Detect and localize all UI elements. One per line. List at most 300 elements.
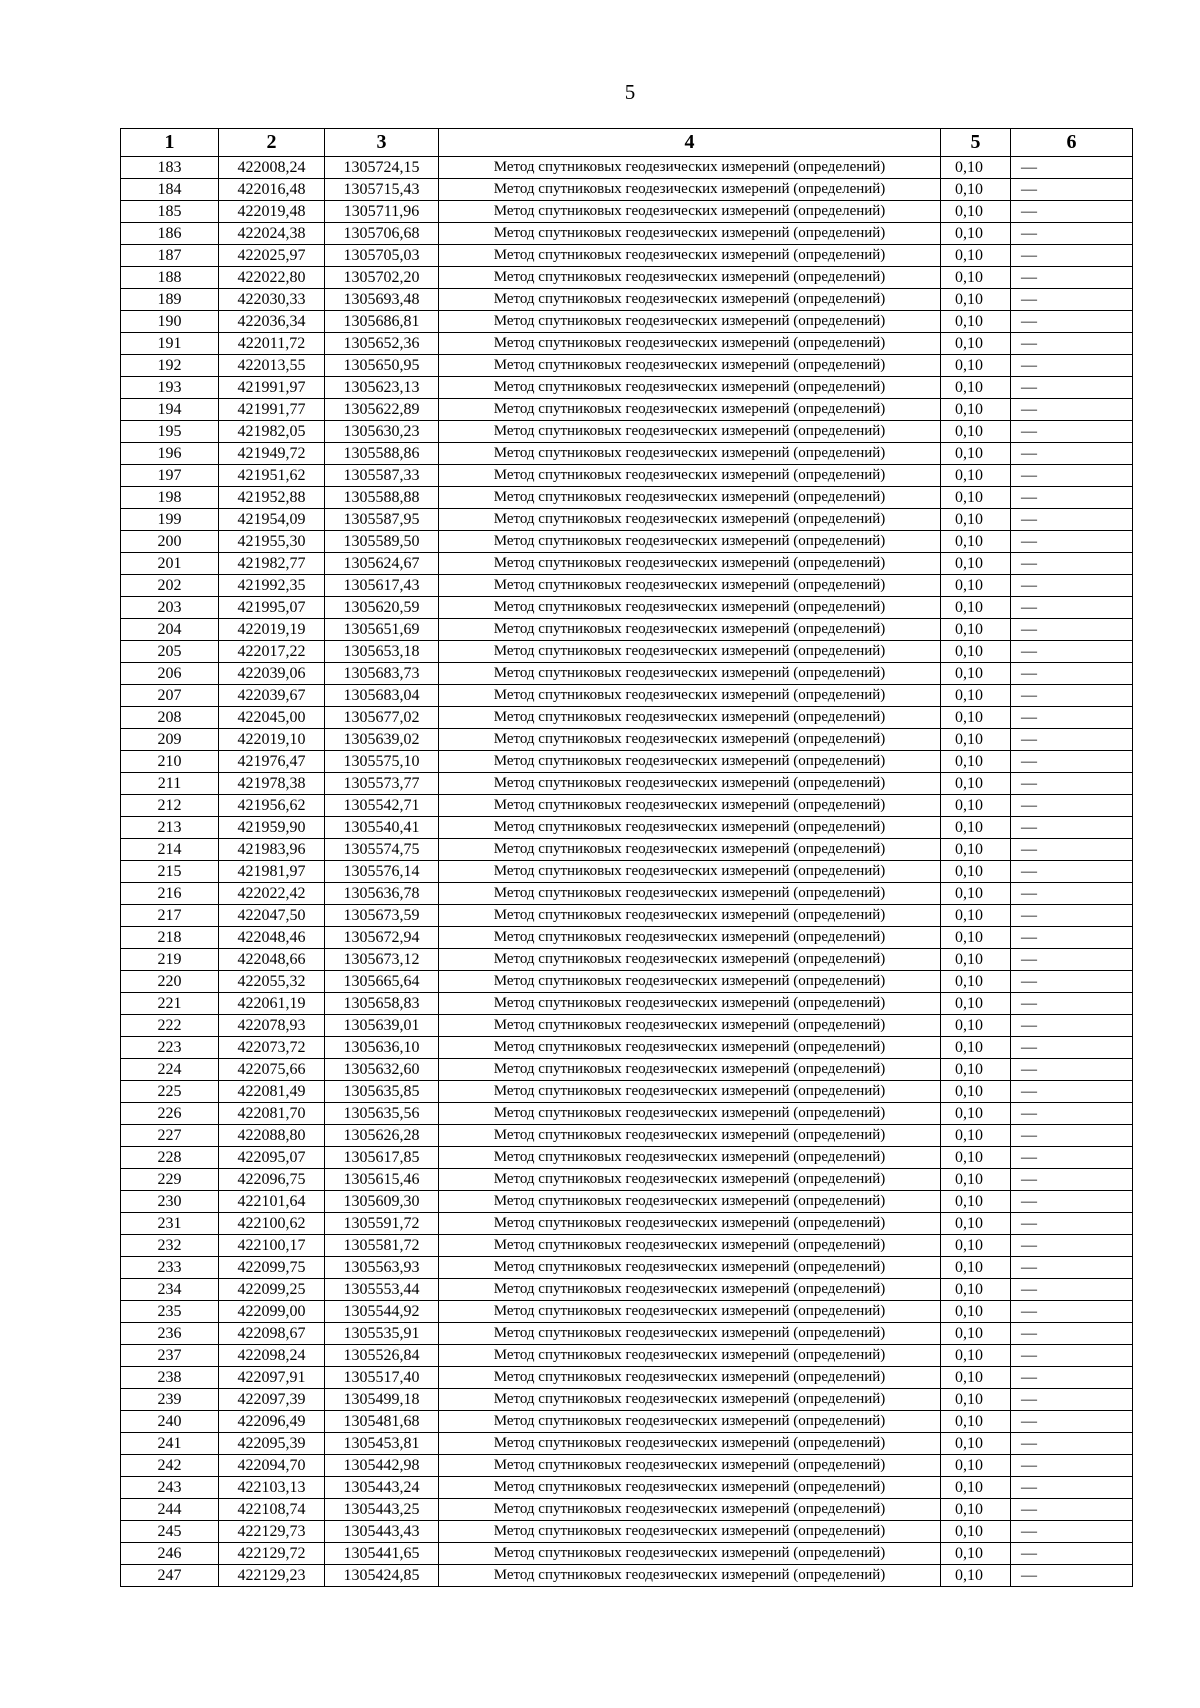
accuracy-cell: 0,10 <box>941 1169 1011 1191</box>
method-cell: Метод спутниковых геодезических измерений (определений) <box>439 1015 941 1037</box>
table-row <box>121 157 1133 179</box>
y-coordinate-cell: 1305499,18 <box>325 1389 439 1411</box>
note-cell: — <box>1011 333 1133 355</box>
accuracy-cell: 0,10 <box>941 751 1011 773</box>
note-cell: — <box>1011 509 1133 531</box>
x-coordinate-cell: 422108,74 <box>219 1499 325 1521</box>
y-coordinate-cell: 1305587,95 <box>325 509 439 531</box>
y-coordinate-cell: 1305553,44 <box>325 1279 439 1301</box>
accuracy-cell: 0,10 <box>941 1565 1011 1587</box>
method-cell: Метод спутниковых геодезических измерений (определений) <box>439 597 941 619</box>
x-coordinate-cell: 421982,77 <box>219 553 325 575</box>
y-coordinate-cell: 1305683,04 <box>325 685 439 707</box>
method-cell: Метод спутниковых геодезических измерений (определений) <box>439 619 941 641</box>
y-coordinate-cell: 1305573,77 <box>325 773 439 795</box>
note-cell: — <box>1011 597 1133 619</box>
table-row <box>121 1389 1133 1411</box>
point-number-cell: 220 <box>121 971 219 993</box>
y-coordinate-cell: 1305715,43 <box>325 179 439 201</box>
x-coordinate-cell: 421949,72 <box>219 443 325 465</box>
x-coordinate-cell: 422047,50 <box>219 905 325 927</box>
note-cell: — <box>1011 289 1133 311</box>
point-number-cell: 230 <box>121 1191 219 1213</box>
method-cell: Метод спутниковых геодезических измерений (определений) <box>439 1257 941 1279</box>
y-coordinate-cell: 1305544,92 <box>325 1301 439 1323</box>
note-cell: — <box>1011 1147 1133 1169</box>
x-coordinate-cell: 421981,97 <box>219 861 325 883</box>
note-cell: — <box>1011 1367 1133 1389</box>
y-coordinate-cell: 1305650,95 <box>325 355 439 377</box>
column-header: 4 <box>439 129 941 157</box>
table-row <box>121 245 1133 267</box>
method-cell: Метод спутниковых геодезических измерений (определений) <box>439 355 941 377</box>
table-row <box>121 1213 1133 1235</box>
column-header: 3 <box>325 129 439 157</box>
point-number-cell: 208 <box>121 707 219 729</box>
x-coordinate-cell: 422025,97 <box>219 245 325 267</box>
y-coordinate-cell: 1305693,48 <box>325 289 439 311</box>
point-number-cell: 209 <box>121 729 219 751</box>
note-cell: — <box>1011 707 1133 729</box>
accuracy-cell: 0,10 <box>941 443 1011 465</box>
point-number-cell: 218 <box>121 927 219 949</box>
y-coordinate-cell: 1305626,28 <box>325 1125 439 1147</box>
accuracy-cell: 0,10 <box>941 663 1011 685</box>
point-number-cell: 200 <box>121 531 219 553</box>
x-coordinate-cell: 422096,49 <box>219 1411 325 1433</box>
table-row <box>121 465 1133 487</box>
point-number-cell: 185 <box>121 201 219 223</box>
method-cell: Метод спутниковых геодезических измерений (определений) <box>439 1455 941 1477</box>
x-coordinate-cell: 422097,39 <box>219 1389 325 1411</box>
x-coordinate-cell: 422045,00 <box>219 707 325 729</box>
point-number-cell: 192 <box>121 355 219 377</box>
method-cell: Метод спутниковых геодезических измерений (определений) <box>439 1389 941 1411</box>
point-number-cell: 226 <box>121 1103 219 1125</box>
x-coordinate-cell: 422061,19 <box>219 993 325 1015</box>
method-cell: Метод спутниковых геодезических измерений (определений) <box>439 1103 941 1125</box>
accuracy-cell: 0,10 <box>941 289 1011 311</box>
method-cell: Метод спутниковых геодезических измерений (определений) <box>439 927 941 949</box>
accuracy-cell: 0,10 <box>941 1411 1011 1433</box>
table-row <box>121 1059 1133 1081</box>
method-cell: Метод спутниковых геодезических измерений (определений) <box>439 1477 941 1499</box>
point-number-cell: 197 <box>121 465 219 487</box>
point-number-cell: 183 <box>121 157 219 179</box>
table-body <box>121 157 1133 1587</box>
note-cell: — <box>1011 663 1133 685</box>
x-coordinate-cell: 421992,35 <box>219 575 325 597</box>
point-number-cell: 215 <box>121 861 219 883</box>
point-number-cell: 211 <box>121 773 219 795</box>
accuracy-cell: 0,10 <box>941 201 1011 223</box>
y-coordinate-cell: 1305706,68 <box>325 223 439 245</box>
note-cell: — <box>1011 1345 1133 1367</box>
point-number-cell: 210 <box>121 751 219 773</box>
method-cell: Метод спутниковых геодезических измерений (определений) <box>439 839 941 861</box>
note-cell: — <box>1011 355 1133 377</box>
accuracy-cell: 0,10 <box>941 1147 1011 1169</box>
y-coordinate-cell: 1305575,10 <box>325 751 439 773</box>
point-number-cell: 203 <box>121 597 219 619</box>
note-cell: — <box>1011 575 1133 597</box>
method-cell: Метод спутниковых геодезических измерений (определений) <box>439 487 941 509</box>
x-coordinate-cell: 422030,33 <box>219 289 325 311</box>
method-cell: Метод спутниковых геодезических измерений (определений) <box>439 1367 941 1389</box>
method-cell: Метод спутниковых геодезических измерений (определений) <box>439 971 941 993</box>
point-number-cell: 240 <box>121 1411 219 1433</box>
note-cell: — <box>1011 311 1133 333</box>
note-cell: — <box>1011 1279 1133 1301</box>
point-number-cell: 216 <box>121 883 219 905</box>
table-row <box>121 399 1133 421</box>
accuracy-cell: 0,10 <box>941 1235 1011 1257</box>
method-cell: Метод спутниковых геодезических измерений (определений) <box>439 1037 941 1059</box>
table-row <box>121 1301 1133 1323</box>
table-row <box>121 1367 1133 1389</box>
table-row <box>121 883 1133 905</box>
y-coordinate-cell: 1305576,14 <box>325 861 439 883</box>
x-coordinate-cell: 422075,66 <box>219 1059 325 1081</box>
x-coordinate-cell: 422095,07 <box>219 1147 325 1169</box>
accuracy-cell: 0,10 <box>941 311 1011 333</box>
x-coordinate-cell: 422129,72 <box>219 1543 325 1565</box>
method-cell: Метод спутниковых геодезических измерений (определений) <box>439 179 941 201</box>
x-coordinate-cell: 421978,38 <box>219 773 325 795</box>
table-row <box>121 1081 1133 1103</box>
point-number-cell: 231 <box>121 1213 219 1235</box>
point-number-cell: 242 <box>121 1455 219 1477</box>
table-row <box>121 509 1133 531</box>
x-coordinate-cell: 421983,96 <box>219 839 325 861</box>
y-coordinate-cell: 1305591,72 <box>325 1213 439 1235</box>
y-coordinate-cell: 1305622,89 <box>325 399 439 421</box>
y-coordinate-cell: 1305581,72 <box>325 1235 439 1257</box>
note-cell: — <box>1011 443 1133 465</box>
table-row <box>121 1477 1133 1499</box>
accuracy-cell: 0,10 <box>941 729 1011 751</box>
x-coordinate-cell: 422024,38 <box>219 223 325 245</box>
y-coordinate-cell: 1305609,30 <box>325 1191 439 1213</box>
note-cell: — <box>1011 1235 1133 1257</box>
accuracy-cell: 0,10 <box>941 927 1011 949</box>
accuracy-cell: 0,10 <box>941 1323 1011 1345</box>
x-coordinate-cell: 422097,91 <box>219 1367 325 1389</box>
x-coordinate-cell: 421976,47 <box>219 751 325 773</box>
y-coordinate-cell: 1305673,12 <box>325 949 439 971</box>
table-row <box>121 421 1133 443</box>
table-row <box>121 685 1133 707</box>
table-row <box>121 1147 1133 1169</box>
method-cell: Метод спутниковых геодезических измерений (определений) <box>439 1411 941 1433</box>
point-number-cell: 225 <box>121 1081 219 1103</box>
table-row <box>121 201 1133 223</box>
point-number-cell: 189 <box>121 289 219 311</box>
note-cell: — <box>1011 179 1133 201</box>
note-cell: — <box>1011 949 1133 971</box>
y-coordinate-cell: 1305542,71 <box>325 795 439 817</box>
note-cell: — <box>1011 729 1133 751</box>
note-cell: — <box>1011 1477 1133 1499</box>
accuracy-cell: 0,10 <box>941 707 1011 729</box>
y-coordinate-cell: 1305443,24 <box>325 1477 439 1499</box>
point-number-cell: 237 <box>121 1345 219 1367</box>
method-cell: Метод спутниковых геодезических измерений (определений) <box>439 1543 941 1565</box>
y-coordinate-cell: 1305563,93 <box>325 1257 439 1279</box>
note-cell: — <box>1011 1543 1133 1565</box>
y-coordinate-cell: 1305630,23 <box>325 421 439 443</box>
column-header: 2 <box>219 129 325 157</box>
method-cell: Метод спутниковых геодезических измерений (определений) <box>439 861 941 883</box>
point-number-cell: 202 <box>121 575 219 597</box>
accuracy-cell: 0,10 <box>941 575 1011 597</box>
column-header: 5 <box>941 129 1011 157</box>
x-coordinate-cell: 422036,34 <box>219 311 325 333</box>
note-cell: — <box>1011 421 1133 443</box>
method-cell: Метод спутниковых геодезических измерений (определений) <box>439 553 941 575</box>
page-number: 5 <box>624 80 636 104</box>
point-number-cell: 195 <box>121 421 219 443</box>
accuracy-cell: 0,10 <box>941 1345 1011 1367</box>
table-row <box>121 817 1133 839</box>
table-row <box>121 707 1133 729</box>
x-coordinate-cell: 422016,48 <box>219 179 325 201</box>
x-coordinate-cell: 422081,49 <box>219 1081 325 1103</box>
x-coordinate-cell: 422095,39 <box>219 1433 325 1455</box>
column-header: 6 <box>1011 129 1133 157</box>
note-cell: — <box>1011 993 1133 1015</box>
method-cell: Метод спутниковых геодезических измерений (определений) <box>439 1499 941 1521</box>
table-row <box>121 597 1133 619</box>
x-coordinate-cell: 421991,97 <box>219 377 325 399</box>
accuracy-cell: 0,10 <box>941 1213 1011 1235</box>
accuracy-cell: 0,10 <box>941 1059 1011 1081</box>
table-row <box>121 1433 1133 1455</box>
note-cell: — <box>1011 817 1133 839</box>
y-coordinate-cell: 1305424,85 <box>325 1565 439 1587</box>
accuracy-cell: 0,10 <box>941 1389 1011 1411</box>
accuracy-cell: 0,10 <box>941 355 1011 377</box>
accuracy-cell: 0,10 <box>941 1367 1011 1389</box>
point-number-cell: 188 <box>121 267 219 289</box>
point-number-cell: 214 <box>121 839 219 861</box>
point-number-cell: 239 <box>121 1389 219 1411</box>
x-coordinate-cell: 421982,05 <box>219 421 325 443</box>
note-cell: — <box>1011 1169 1133 1191</box>
table-row <box>121 663 1133 685</box>
point-number-cell: 245 <box>121 1521 219 1543</box>
point-number-cell: 235 <box>121 1301 219 1323</box>
method-cell: Метод спутниковых геодезических измерений (определений) <box>439 1125 941 1147</box>
table-row <box>121 377 1133 399</box>
y-coordinate-cell: 1305635,85 <box>325 1081 439 1103</box>
point-number-cell: 201 <box>121 553 219 575</box>
x-coordinate-cell: 422078,93 <box>219 1015 325 1037</box>
note-cell: — <box>1011 1125 1133 1147</box>
point-number-cell: 205 <box>121 641 219 663</box>
accuracy-cell: 0,10 <box>941 1279 1011 1301</box>
note-cell: — <box>1011 1257 1133 1279</box>
method-cell: Метод спутниковых геодезических измерений (определений) <box>439 993 941 1015</box>
table-row <box>121 729 1133 751</box>
method-cell: Метод спутниковых геодезических измерений (определений) <box>439 1433 941 1455</box>
y-coordinate-cell: 1305677,02 <box>325 707 439 729</box>
x-coordinate-cell: 422099,00 <box>219 1301 325 1323</box>
note-cell: — <box>1011 1411 1133 1433</box>
method-cell: Метод спутниковых геодезических измерений (определений) <box>439 1213 941 1235</box>
note-cell: — <box>1011 157 1133 179</box>
y-coordinate-cell: 1305442,98 <box>325 1455 439 1477</box>
y-coordinate-cell: 1305672,94 <box>325 927 439 949</box>
note-cell: — <box>1011 1565 1133 1587</box>
point-number-cell: 246 <box>121 1543 219 1565</box>
method-cell: Метод спутниковых геодезических измерений (определений) <box>439 1147 941 1169</box>
x-coordinate-cell: 422088,80 <box>219 1125 325 1147</box>
note-cell: — <box>1011 685 1133 707</box>
accuracy-cell: 0,10 <box>941 487 1011 509</box>
note-cell: — <box>1011 927 1133 949</box>
y-coordinate-cell: 1305632,60 <box>325 1059 439 1081</box>
point-number-cell: 191 <box>121 333 219 355</box>
y-coordinate-cell: 1305702,20 <box>325 267 439 289</box>
method-cell: Метод спутниковых геодезических измерений (определений) <box>439 509 941 531</box>
point-number-cell: 199 <box>121 509 219 531</box>
x-coordinate-cell: 422017,22 <box>219 641 325 663</box>
accuracy-cell: 0,10 <box>941 1125 1011 1147</box>
x-coordinate-cell: 422099,75 <box>219 1257 325 1279</box>
method-cell: Метод спутниковых геодезических измерений (определений) <box>439 817 941 839</box>
x-coordinate-cell: 421955,30 <box>219 531 325 553</box>
method-cell: Метод спутниковых геодезических измерений (определений) <box>439 685 941 707</box>
x-coordinate-cell: 422101,64 <box>219 1191 325 1213</box>
note-cell: — <box>1011 619 1133 641</box>
note-cell: — <box>1011 201 1133 223</box>
accuracy-cell: 0,10 <box>941 1521 1011 1543</box>
accuracy-cell: 0,10 <box>941 1301 1011 1323</box>
table-row <box>121 1345 1133 1367</box>
point-number-cell: 193 <box>121 377 219 399</box>
x-coordinate-cell: 422022,42 <box>219 883 325 905</box>
table-row <box>121 179 1133 201</box>
accuracy-cell: 0,10 <box>941 531 1011 553</box>
point-number-cell: 233 <box>121 1257 219 1279</box>
note-cell: — <box>1011 267 1133 289</box>
point-number-cell: 234 <box>121 1279 219 1301</box>
note-cell: — <box>1011 1213 1133 1235</box>
y-coordinate-cell: 1305639,01 <box>325 1015 439 1037</box>
method-cell: Метод спутниковых геодезических измерений (определений) <box>439 465 941 487</box>
y-coordinate-cell: 1305620,59 <box>325 597 439 619</box>
x-coordinate-cell: 422019,19 <box>219 619 325 641</box>
point-number-cell: 212 <box>121 795 219 817</box>
accuracy-cell: 0,10 <box>941 157 1011 179</box>
method-cell: Метод спутниковых геодезических измерений (определений) <box>439 949 941 971</box>
accuracy-cell: 0,10 <box>941 1037 1011 1059</box>
y-coordinate-cell: 1305683,73 <box>325 663 439 685</box>
accuracy-cell: 0,10 <box>941 685 1011 707</box>
accuracy-cell: 0,10 <box>941 421 1011 443</box>
point-number-cell: 217 <box>121 905 219 927</box>
x-coordinate-cell: 422100,62 <box>219 1213 325 1235</box>
accuracy-cell: 0,10 <box>941 509 1011 531</box>
y-coordinate-cell: 1305615,46 <box>325 1169 439 1191</box>
table-row <box>121 641 1133 663</box>
note-cell: — <box>1011 465 1133 487</box>
method-cell: Метод спутниковых геодезических измерений (определений) <box>439 443 941 465</box>
table-row <box>121 531 1133 553</box>
method-cell: Метод спутниковых геодезических измерений (определений) <box>439 707 941 729</box>
note-cell: — <box>1011 1455 1133 1477</box>
point-number-cell: 228 <box>121 1147 219 1169</box>
method-cell: Метод спутниковых геодезических измерений (определений) <box>439 245 941 267</box>
point-number-cell: 187 <box>121 245 219 267</box>
point-number-cell: 223 <box>121 1037 219 1059</box>
y-coordinate-cell: 1305639,02 <box>325 729 439 751</box>
note-cell: — <box>1011 531 1133 553</box>
method-cell: Метод спутниковых геодезических измерений (определений) <box>439 157 941 179</box>
table-row <box>121 1455 1133 1477</box>
point-number-cell: 224 <box>121 1059 219 1081</box>
x-coordinate-cell: 422099,25 <box>219 1279 325 1301</box>
y-coordinate-cell: 1305588,88 <box>325 487 439 509</box>
table-row <box>121 861 1133 883</box>
y-coordinate-cell: 1305652,36 <box>325 333 439 355</box>
y-coordinate-cell: 1305711,96 <box>325 201 439 223</box>
table-row <box>121 443 1133 465</box>
table-row <box>121 575 1133 597</box>
point-number-cell: 204 <box>121 619 219 641</box>
method-cell: Метод спутниковых геодезических измерений (определений) <box>439 1081 941 1103</box>
note-cell: — <box>1011 1059 1133 1081</box>
point-number-cell: 232 <box>121 1235 219 1257</box>
note-cell: — <box>1011 751 1133 773</box>
y-coordinate-cell: 1305635,56 <box>325 1103 439 1125</box>
point-number-cell: 198 <box>121 487 219 509</box>
table-row <box>121 311 1133 333</box>
note-cell: — <box>1011 1037 1133 1059</box>
accuracy-cell: 0,10 <box>941 619 1011 641</box>
x-coordinate-cell: 422098,24 <box>219 1345 325 1367</box>
method-cell: Метод спутниковых геодезических измерений (определений) <box>439 311 941 333</box>
table-row <box>121 619 1133 641</box>
x-coordinate-cell: 422039,67 <box>219 685 325 707</box>
x-coordinate-cell: 422096,75 <box>219 1169 325 1191</box>
note-cell: — <box>1011 773 1133 795</box>
table-row <box>121 1169 1133 1191</box>
note-cell: — <box>1011 1433 1133 1455</box>
table-row <box>121 971 1133 993</box>
note-cell: — <box>1011 1015 1133 1037</box>
method-cell: Метод спутниковых геодезических измерений (определений) <box>439 905 941 927</box>
note-cell: — <box>1011 1499 1133 1521</box>
x-coordinate-cell: 422129,73 <box>219 1521 325 1543</box>
y-coordinate-cell: 1305623,13 <box>325 377 439 399</box>
point-number-cell: 241 <box>121 1433 219 1455</box>
table-row <box>121 1499 1133 1521</box>
y-coordinate-cell: 1305724,15 <box>325 157 439 179</box>
accuracy-cell: 0,10 <box>941 1499 1011 1521</box>
y-coordinate-cell: 1305443,25 <box>325 1499 439 1521</box>
table-row <box>121 1103 1133 1125</box>
table-row <box>121 773 1133 795</box>
accuracy-cell: 0,10 <box>941 377 1011 399</box>
method-cell: Метод спутниковых геодезических измерений (определений) <box>439 1279 941 1301</box>
table-row <box>121 1191 1133 1213</box>
accuracy-cell: 0,10 <box>941 1015 1011 1037</box>
method-cell: Метод спутниковых геодезических измерений (определений) <box>439 223 941 245</box>
x-coordinate-cell: 422013,55 <box>219 355 325 377</box>
note-cell: — <box>1011 399 1133 421</box>
